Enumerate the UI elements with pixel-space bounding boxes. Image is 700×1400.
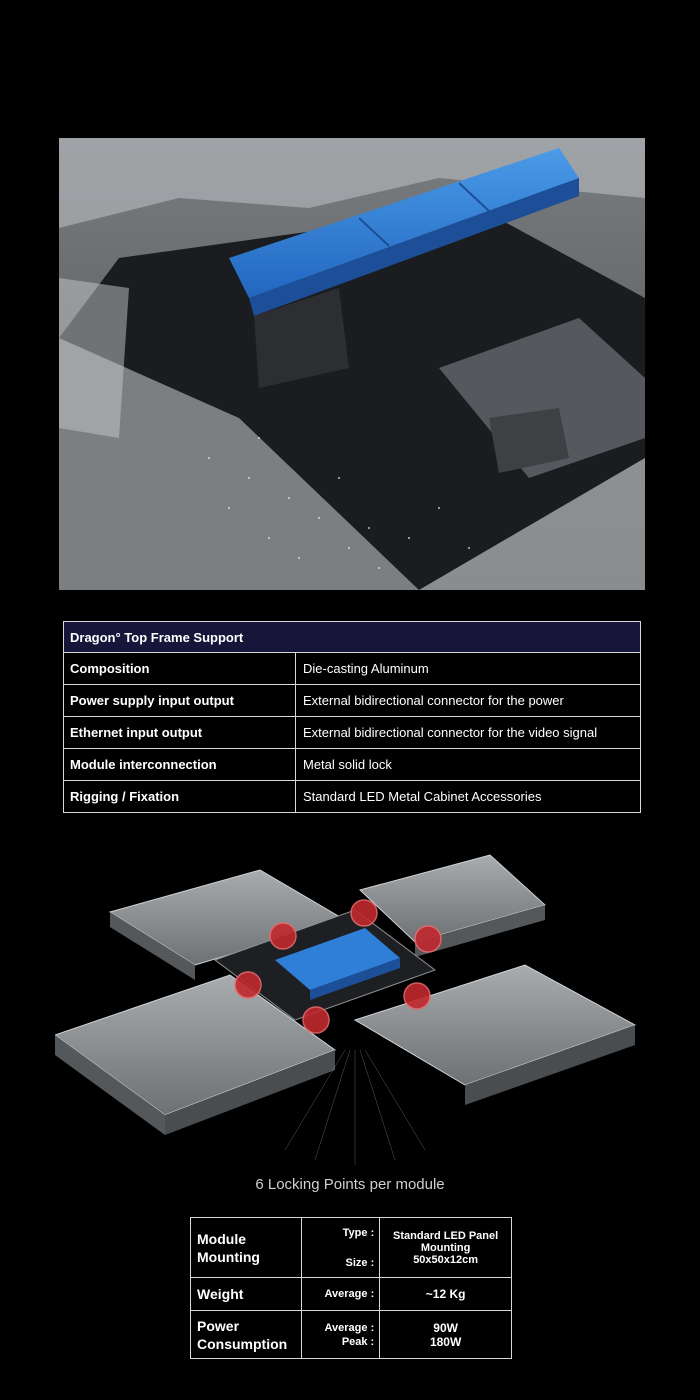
spec-value: External bidirectional connector for the power xyxy=(296,685,641,717)
table-row xyxy=(191,1311,512,1359)
spec-table-header xyxy=(64,622,641,653)
size-value: 50x50x12cm xyxy=(413,1253,479,1266)
weight-label: Weight xyxy=(191,1278,302,1311)
weight-average-value: ~12 Kg xyxy=(380,1278,512,1311)
module-mounting-label: Module Mounting xyxy=(191,1218,302,1278)
locking-point-icon xyxy=(303,1007,329,1033)
module-mounting-field-values xyxy=(380,1218,512,1278)
table-row xyxy=(191,1218,512,1278)
table-row xyxy=(64,781,641,813)
power-field-values xyxy=(380,1311,512,1359)
power-field-labels xyxy=(301,1311,379,1359)
spec-value: Die-casting Aluminum xyxy=(296,653,641,685)
spec-value: Standard LED Metal Cabinet Accessories xyxy=(296,781,641,813)
table-row xyxy=(64,749,641,781)
frame-support-photo xyxy=(59,138,645,590)
frame-support-spec-table xyxy=(63,621,641,813)
table-row xyxy=(64,717,641,749)
spec-key: Power supply input output xyxy=(64,685,296,717)
locking-point-icon xyxy=(404,983,430,1009)
spec-key: Rigging / Fixation xyxy=(64,781,296,813)
power-average-label: Average : xyxy=(324,1321,375,1334)
power-peak-label: Peak : xyxy=(341,1335,375,1348)
power-average-value: 90W xyxy=(433,1320,458,1335)
table-row xyxy=(191,1278,512,1311)
spec-key: Ethernet input output xyxy=(64,717,296,749)
locking-points-caption: 6 Locking Points per module xyxy=(255,1176,445,1193)
module-locking-render xyxy=(55,850,645,1170)
power-peak-value: 180W xyxy=(429,1334,462,1349)
spec-table-title: Dragon° Top Frame Support xyxy=(64,622,641,653)
locking-point-icon xyxy=(415,926,441,952)
type-value: Standard LED Panel Mounting xyxy=(393,1229,499,1254)
power-consumption-label: Power Consumption xyxy=(191,1311,302,1359)
size-label: Size : xyxy=(345,1256,375,1269)
spec-value: External bidirectional connector for the video signal xyxy=(296,717,641,749)
table-row xyxy=(64,685,641,717)
table-row xyxy=(64,653,641,685)
locking-point-icon xyxy=(270,923,296,949)
weight-average-label: Average : xyxy=(301,1278,379,1311)
module-mounting-field-labels xyxy=(301,1218,379,1278)
spec-key: Module interconnection xyxy=(64,749,296,781)
locking-point-icon xyxy=(351,900,377,926)
type-label: Type : xyxy=(342,1226,375,1239)
spec-key: Composition xyxy=(64,653,296,685)
locking-point-icon xyxy=(235,972,261,998)
spacer xyxy=(303,1240,374,1256)
module-mounting-table xyxy=(190,1217,512,1359)
spec-value: Metal solid lock xyxy=(296,749,641,781)
